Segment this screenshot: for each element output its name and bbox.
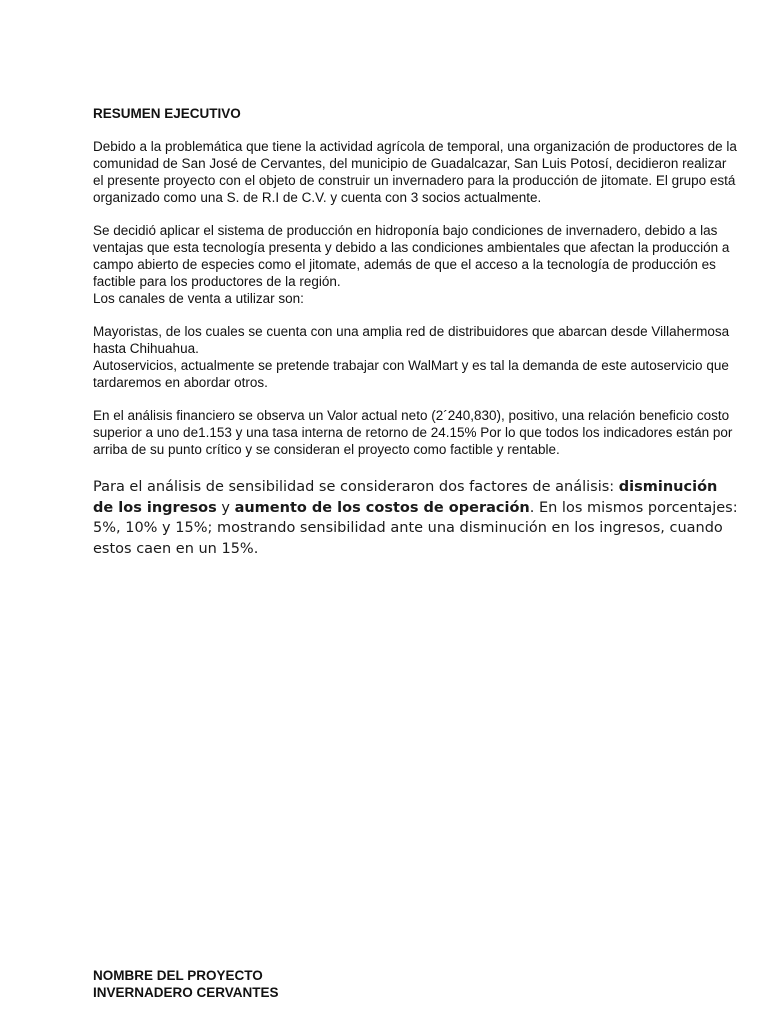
project-name-value: INVERNADERO CERVANTES xyxy=(93,985,279,1000)
executive-summary xyxy=(93,105,738,559)
sensitivity-factor-costs: aumento de los costos de operación xyxy=(234,499,530,516)
paragraph-gap xyxy=(93,307,738,323)
sensitivity-rest: . En los mismos porcentajes: 5%, 10% y 15%; mostrando sensibilidad ante una disminución en los ingresos, cuando estos caen en un 15%. xyxy=(93,499,738,557)
sensitivity-connector: y xyxy=(216,499,235,516)
sensitivity-factor-income: disminución de los ingresos xyxy=(93,479,718,516)
project-name-label: NOMBRE DEL PROYECTO xyxy=(93,968,263,983)
paragraph-gap xyxy=(93,391,738,407)
paragraph-gap xyxy=(93,206,738,222)
paragraph-intro: Debido a la problemática que tiene la actividad agrícola de temporal, una organización de productores de la comunidad de San José de Cervantes, del municipio de Guadalcazar, San Luis Potosí, decidieron realizar el presente proyecto con el objeto de construir un invernadero para la producción de jitomate. El grupo está organizado como una S. de R.I de C.V. y cuenta con 3 socios actualmente. xyxy=(93,139,737,205)
paragraph-retail: Autoservicios, actualmente se pretende trabajar con WalMart y es tal la demanda de este autoservicio que tardaremos en abordar otros. xyxy=(93,358,729,390)
paragraph-sensitivity xyxy=(93,477,738,559)
project-name-block xyxy=(93,967,493,1001)
section-heading: RESUMEN EJECUTIVO xyxy=(93,106,241,121)
paragraph-hydroponics: Se decidió aplicar el sistema de producción en hidroponía bajo condiciones de invernadero, debido a las ventajas que esta tecnología presenta y debido a las condiciones ambientales que afectan la producción a campo abierto de especies como el jitomate, además de que el acceso a la tecnología de producción es factible para los productores de la región. xyxy=(93,223,730,289)
sensitivity-intro: Para el análisis de sensibilidad se consideraron dos factores de análisis: xyxy=(93,479,619,495)
paragraph-wholesalers: Mayoristas, de los cuales se cuenta con una amplia red de distribuidores que abarcan desde Villahermosa hasta Chihuahua. xyxy=(93,324,730,356)
paragraph-sales-channels: Los canales de venta a utilizar son: xyxy=(93,291,304,306)
paragraph-gap xyxy=(93,458,738,474)
paragraph-financial-analysis: En el análisis financiero se observa un Valor actual neto (2´240,830), positivo, una relación beneficio costo superior a uno de1.153 y una tasa interna de retorno de 24.15% Por lo que todos los indicadores están por arriba de su punto crítico y se consideran el proyecto como factible y rentable. xyxy=(93,408,733,457)
